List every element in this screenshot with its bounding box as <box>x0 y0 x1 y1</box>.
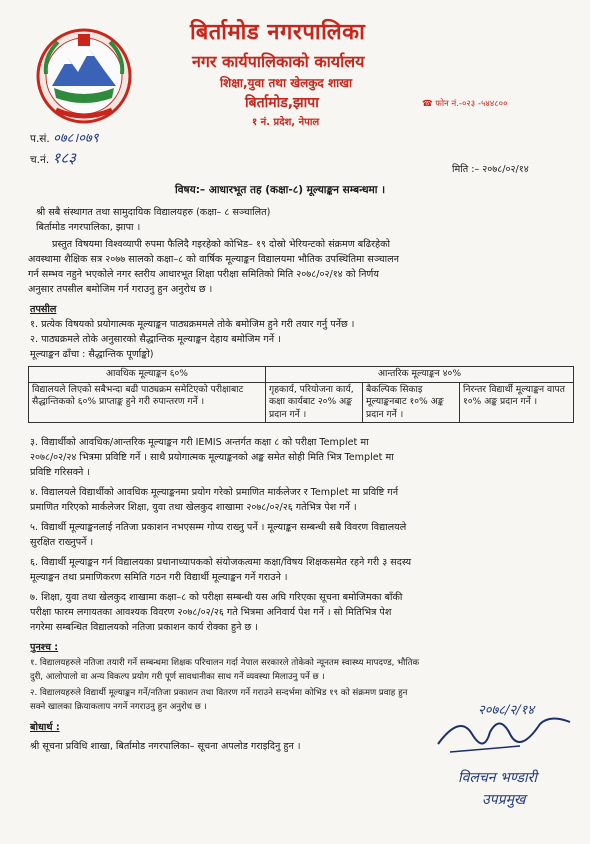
table-cell-homework: गृहकार्य, परियोजना कार्य, कक्षा कार्यबाट २०% अङ्क प्रदान गर्ने । <box>266 382 363 423</box>
punash-line-1: १. विद्यालयहरुले नतिजा तयारी गर्ने सम्बन्धमा शिक्षक परिचालन गर्दा नेपाल सरकारले तोकेको न्यूनतम स्वास्थ्य मापदण्ड, भौतिक <box>30 658 420 668</box>
intro-line-1: प्रस्तुत विषयमा विश्वव्यापी रुपमा फैलिदै गइरहेको कोभिड– १९ दोस्रो भेरियन्टको संक्रमण बढिरहेको <box>52 239 391 250</box>
place-name: बिर्तामोड,झापा <box>245 95 319 111</box>
punash-line-2: दुरी, आलोपालो वा अन्य विकल्प प्रयोग गरी पूर्ण सावधानीका साथ गर्ने व्यवस्था मिलाउनु पर्ने छ । <box>30 672 325 682</box>
letter-date: मिति :– २०७८/०२/१४ <box>452 164 529 175</box>
cn-label: च.नं. <box>30 154 50 166</box>
province-name: १ नं. प्रदेश, नेपाल <box>252 117 320 128</box>
item-7-line-2: परीक्षा फारम लगायतका आवश्यक विवरण २०७८/०२/२६ गते भित्रमा अनिवार्य पेश गर्ने । सो मितिभित्र पेश <box>30 607 392 618</box>
punash-line-3: २. विद्यालयहरुले विद्यार्थी मूल्याङ्कन गर्ने/नतिजा प्रकाशन तथा वितरण गर्ने गराउने सन्दर्भमा कोभिड १९ को संक्रमण प्रवाह हुन <box>30 688 408 698</box>
org-name: बिर्तामोड नगरपालिका <box>190 20 366 45</box>
bodharth-heading: बोधार्थ : <box>30 722 60 733</box>
intro-line-2: अवस्थामा शैक्षिक सत्र २०७७ सालको कक्षा–८ को वार्षिक मूल्याङ्कन विद्यालयमा भौतिक उपस्थितिमा सञ्चालन <box>28 254 399 265</box>
signatory-name: विलचन भण्डारी <box>458 770 537 786</box>
ps-label: प.सं. <box>30 133 50 145</box>
item-6-line-1: ६. विद्यार्थी मूल्याङ्कन गर्न विद्यालयका प्रधानाध्यापकको संयोजकत्वमा कक्षा/विषय शिक्षकसमेत रहने गरी ३ सदस्य <box>30 557 412 568</box>
punash-heading: पुनश्च : <box>30 642 59 653</box>
addressee-line-2: बिर्तामोड नगरपालिका, झापा । <box>36 222 141 233</box>
tapsil-heading: तपसील <box>30 304 57 315</box>
subject-line: विषय:– आधारभूत तह (कक्षा-८) मूल्याङ्कन सम्बन्धमा । <box>175 184 386 196</box>
table-cell-continuous: निरन्तर विद्यार्थी मूल्याङ्कन वापत १०% अङ्क प्रदान गर्ने । <box>460 382 574 423</box>
table-head-periodic: आवधिक मूल्याङ्कन ६०% <box>29 367 266 383</box>
phone-number: ☎ फोन नं.-०२३ -५४४८०० <box>422 99 508 109</box>
item-3-line-1: ३. विद्यार्थीको आवधिक/आन्तरिक मूल्याङ्कन गरी IEMIS अन्तर्गत कक्षा ८ को परीक्षा Templet मा <box>30 437 369 448</box>
punash-line-4: सक्ने खालका क्रियाकलाप नगर्ने नगराउनु हुन अनुरोध छ । <box>30 702 207 712</box>
bodharth-line: श्री सूचना प्रविधि शाखा, बिर्तामोड नगरपालिका– सूचना अपलोड गराइदिनु हुन । <box>30 741 301 752</box>
table-cell-alternative: बैकल्पिक सिकाइ मूल्याङ्कनबाट १०% अङ्क प्रदान गर्ने । <box>363 382 460 423</box>
item-3-line-3: प्रविष्टि गरिसक्ने । <box>30 467 90 478</box>
nepal-emblem-logo <box>34 26 134 126</box>
eval-frame: मूल्याङ्कन ढाँचा : सैद्धान्तिक पूर्णाङ्को) <box>30 349 154 360</box>
table-cell-periodic: विद्यालयले लिएको सबैभन्दा बढी पाठ्यक्रम समेटिएको परीक्षाबाट सैद्धान्तिकको ६०% प्राप्ताङ्क हुने गरी रुपान्तरण गर्ने । <box>29 382 266 423</box>
section-name: शिक्षा,युवा तथा खेलकुद शाखा <box>220 76 353 90</box>
item-5-line-1: ५. विद्यार्थी मूल्याङ्कनलाई नतिजा प्रकाशन नभएसम्म गोप्य राख्नु पर्ने । मूल्याङ्कन सम्बन्धी सबै विवरण विद्यालयले <box>30 522 407 533</box>
item-6-line-2: मूल्याङ्कन तथा प्रमाणिकरण समिति गठन गरी विद्यार्थी मूल्याङ्कन गर्ने गराउने । <box>30 572 288 583</box>
item-5-line-2: सुरक्षित राख्नुपर्ने । <box>30 537 94 548</box>
item-4-line-1: ४. विद्यालयले विद्यार्थीको आवधिक मूल्याङ्कनमा प्रयोग गरेको प्रमाणित मार्कलेजर र Templet मा प्रविष्टि गर्न <box>30 487 399 498</box>
cn-value: १८३ <box>52 149 76 167</box>
item-7-line-1: ७. शिक्षा, युवा तथा खेलकुद शाखामा कक्षा–८ को परीक्षा सम्बन्धी यस अघि गरिएका सूचना बमोजिमका बाँकी <box>30 592 403 603</box>
item-3-line-2: २०७८/०२/२४ भित्रमा प्रविष्टि गर्ने । साथै प्रयोगात्मक मूल्याङ्कनको अङ्क समेत सोही मिति भित्र Templet मा <box>30 452 394 463</box>
ref-ps <box>30 128 99 146</box>
addressee-line-1: श्री सबै संस्थागत तथा सामुदायिक विद्यालयहरु (कक्षा– ८ सञ्चालित) <box>36 207 271 218</box>
signatory-title: उपप्रमुख <box>482 792 526 808</box>
ps-value: ०७८।०७९ <box>53 131 99 146</box>
office-name: नगर कार्यपालिकाको कार्यालय <box>192 52 365 71</box>
item-4-line-2: प्रमाणित गरिएको मार्कलेजर शिक्षा, युवा तथा खेलकुद शाखामा २०७८/०२/२६ गतेभित्र पेश गर्ने । <box>30 502 357 513</box>
ref-cn <box>30 148 76 168</box>
intro-line-3: गर्न सम्भव नहुने भएकोले नगर स्तरीय आधारभूत शिक्षा परीक्षा समितिको मिति २०७८/०२/१४ को निर्णय <box>28 269 379 280</box>
item-7-line-3: नगरेमा सम्बन्धित विद्यालयको नतिजा प्रकाशन कार्य रोक्का हुने छ । <box>30 622 258 633</box>
item-2: २. पाठ्यक्रमले तोके अनुसारको सैद्धान्तिक मूल्याङ्कन देहाय बमोजिम गर्ने । <box>30 334 281 345</box>
intro-line-4: अनुसार तपसील बमोजिम गर्न गराउनु हुन अनुरोध छ । <box>28 284 213 295</box>
signature-date: २०७८/२/१४ <box>478 703 535 718</box>
table-head-internal: आन्तरिक मूल्याङ्कन ४०% <box>266 367 574 383</box>
evaluation-table <box>28 366 574 423</box>
item-1: १. प्रत्येक विषयको प्रयोगात्मक मूल्याङ्कन पाठ्यक्रममले तोके बमोजिम हुने गरी तयार गर्नु पर्नेछ । <box>30 319 355 330</box>
